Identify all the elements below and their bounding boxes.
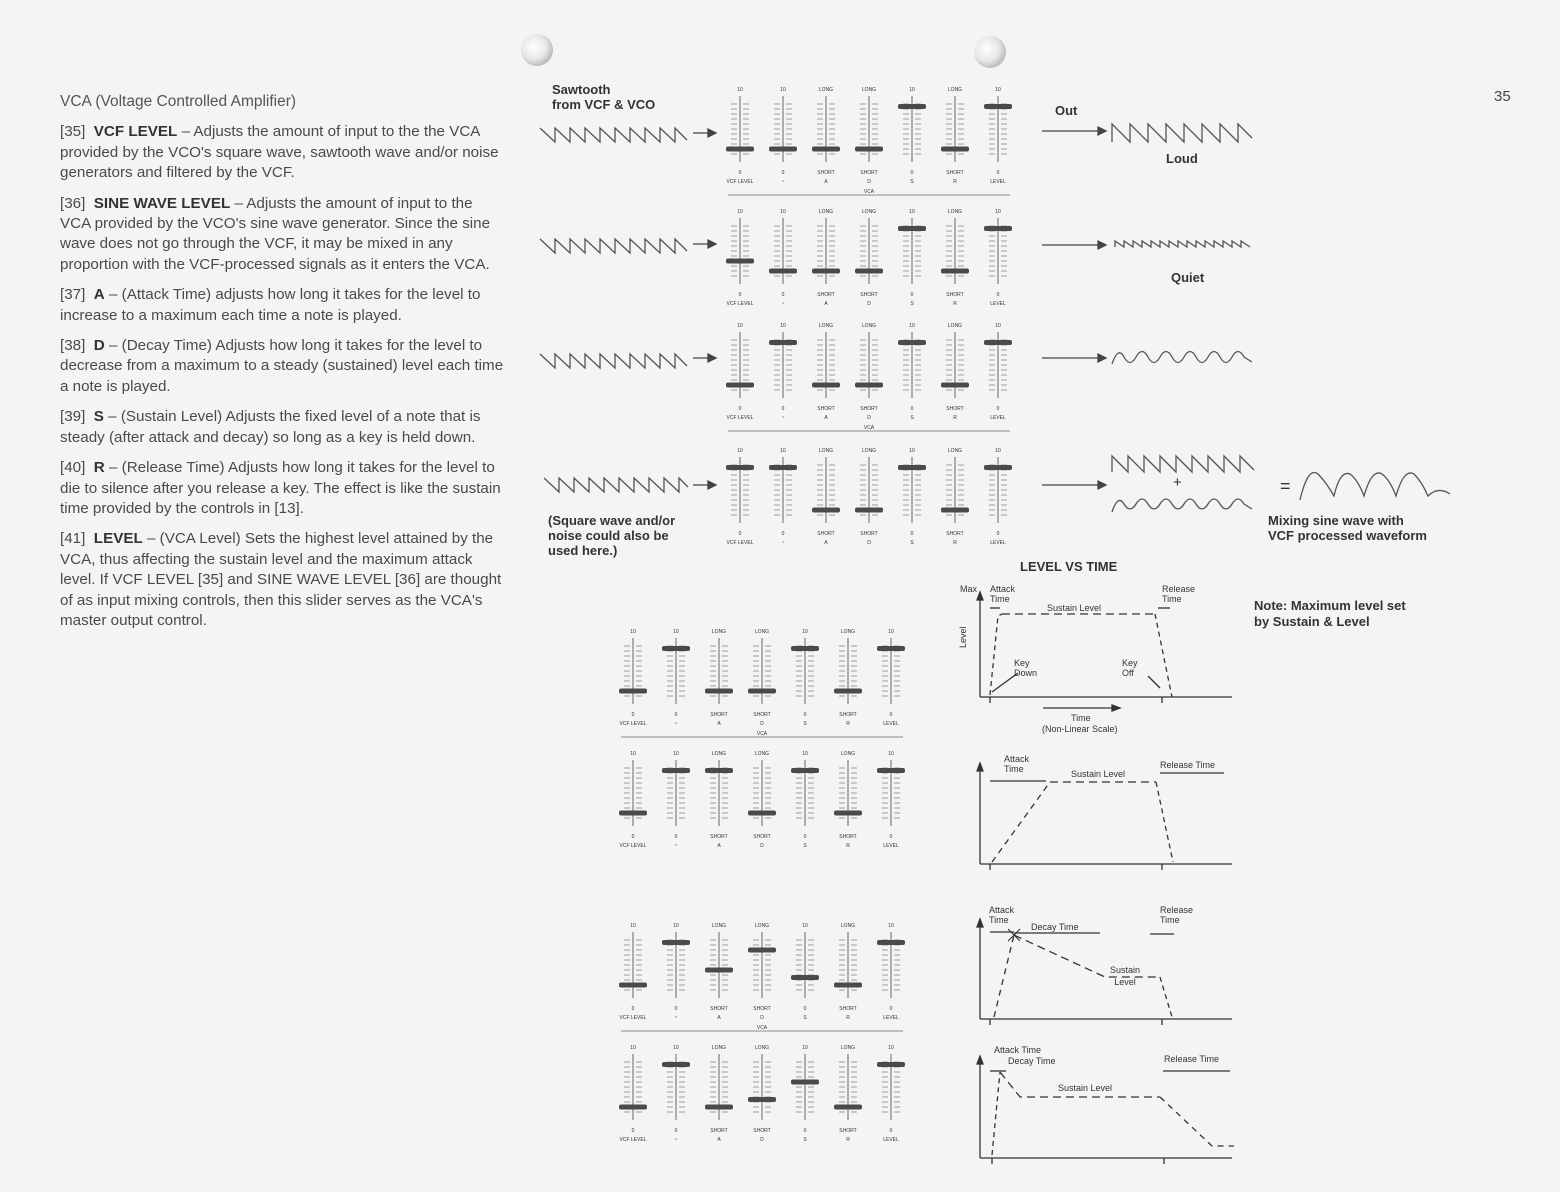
slider-name-label: LEVEL [883,721,899,727]
slider-bottom-label: SHORT [753,712,771,718]
slider-bottom-label: SHORT [839,1006,857,1012]
slider-top-label: LONG [754,1045,770,1051]
equals-sign: = [1280,476,1291,496]
slider-name-label: LEVEL [990,301,1006,307]
slider-bottom-label: SHORT [817,170,835,176]
envelope-title: LEVEL VS TIME [1020,559,1118,574]
slider-name-label: R [846,721,850,727]
slider-top-label: LONG [947,87,963,93]
slider-bottom-label: SHORT [860,170,878,176]
slider-top-label: LONG [947,448,963,454]
slider-bottom-label: 0 [674,1006,678,1012]
slider-bottom-label: 0 [910,292,914,298]
slider-bottom-label: 0 [910,170,914,176]
slider-name-label: LEVEL [990,540,1006,546]
slider-top-label: 10 [780,323,786,329]
graph2-sustain-level: Sustain Level [1071,769,1126,779]
slider-name-label: D [867,301,871,307]
slider-name-label: A [824,415,828,421]
envelope-graph-4 [977,1056,1234,1164]
slider-top-label: 10 [802,751,808,757]
graph1-release: Release Time [1162,584,1196,604]
slider-top-label: LONG [754,629,770,635]
slider-bottom-label: SHORT [946,170,964,176]
graph1-sustain-level: Sustain Level [1047,603,1102,613]
section-heading: VCA (Voltage Controlled Amplifier) [60,93,297,110]
slider-bottom-label: 0 [738,292,742,298]
slider-name-label: ~ [674,1015,678,1021]
slider-bottom-label: 0 [781,531,785,537]
slider-bottom-label: SHORT [946,406,964,412]
slider-name-label: VCF LEVEL [726,415,754,421]
slider-bottom-label: 0 [674,712,678,718]
slider-top-label: 10 [995,209,1001,215]
slider-bottom-label: 0 [631,1006,635,1012]
slider-top-label: LONG [840,923,856,929]
slider-bottom-label: 0 [738,170,742,176]
slider-bottom-label: SHORT [817,292,835,298]
slider-name-label: LEVEL [883,1137,899,1143]
graph1-nonlinear: (Non-Linear Scale) [1042,724,1118,734]
slider-bottom-label: SHORT [710,1128,728,1134]
graph3-release: Release Time [1160,905,1194,925]
slider-bottom-label: 0 [889,1128,893,1134]
slider-top-label: 10 [630,1045,636,1051]
slider-name-label: S [803,1015,807,1021]
slider-top-label: 10 [802,629,808,635]
vca-group-label: VCA [756,1025,768,1031]
slider-top-label: LONG [947,209,963,215]
slider-name-label: S [910,540,914,546]
slider-bottom-label: 0 [889,712,893,718]
slider-top-label: 10 [630,751,636,757]
slider-name-label: A [824,179,828,185]
slider-top-label: 10 [737,209,743,215]
slider-name-label: R [846,1137,850,1143]
slider-name-label: S [803,721,807,727]
slider-bottom-label: 0 [803,1006,807,1012]
slider-bottom-label: 0 [803,834,807,840]
sawtooth-label: Sawtooth from VCF & VCO [552,82,656,112]
paragraph-41: [41] LEVEL – (VCA Level) Sets the highest level attained by the VCA, thus affecting the sustain level and the maximum attack level. If VCF LEVEL [35] and SINE WAVE LEVEL [36] are thought of as input mixing controls, then this slider serves as the VCA's master output control. [60,530,502,629]
slider-bottom-label: SHORT [753,834,771,840]
slider-name-label: A [717,721,721,727]
slider-top-label: 10 [995,323,1001,329]
slider-bottom-label: SHORT [753,1006,771,1012]
slider-bottom-label: SHORT [839,834,857,840]
slider-bottom-label: 0 [674,834,678,840]
slider-top-label: 10 [630,923,636,929]
plus-sign: + [1173,474,1182,491]
max-level-note: Note: Maximum level set by Sustain & Level [1254,598,1406,629]
slider-name-label: R [953,540,957,546]
quiet-label: Quiet [1171,270,1205,285]
slider-name-label: ~ [781,540,785,546]
slider-top-label: 10 [802,923,808,929]
slider-top-label: 10 [909,87,915,93]
slider-name-label: VCF LEVEL [726,301,754,307]
slider-bottom-label: SHORT [860,406,878,412]
paragraph-39: [39] S – (Sustain Level) Adjusts the fixed level of a note that is steady (after attack and decay) so long as a key is held down. [60,408,481,446]
vca-group-label: VCA [863,425,875,431]
slider-top-label: 10 [673,1045,679,1051]
envelope-graph-3 [977,919,1232,1025]
graph3-attack: Attack Time [989,905,1015,925]
slider-top-label: 10 [673,751,679,757]
slider-top-label: 10 [780,209,786,215]
slider-name-label: VCF LEVEL [619,843,647,849]
vca-group-label: VCA [756,731,768,737]
slider-name-label: ~ [781,301,785,307]
slider-bottom-label: 0 [803,1128,807,1134]
envelope-graph-2 [977,763,1232,870]
slider-name-label: S [910,415,914,421]
slider-name-label: S [910,179,914,185]
slider-top-label: LONG [818,87,834,93]
slider-bottom-label: 0 [631,712,635,718]
mixing-note: Mixing sine wave with VCF processed waveform [1268,513,1427,543]
slider-name-label: A [717,1015,721,1021]
slider-top-label: 10 [737,323,743,329]
slider-bottom-label: SHORT [839,712,857,718]
slider-top-label: 10 [802,1045,808,1051]
slider-top-label: 10 [909,323,915,329]
paragraph-40: [40] R – (Release Time) Adjusts how long it takes for the level to die to silence after you release a key. The effect is like the sustain time provided by the controls in [13]. [60,459,501,517]
slider-bottom-label: 0 [631,834,635,840]
slider-name-label: A [717,1137,721,1143]
slider-name-label: D [867,540,871,546]
slider-top-label: LONG [861,448,877,454]
slider-top-label: LONG [818,448,834,454]
slider-name-label: A [824,301,828,307]
graph4-attack-time: Attack Time [994,1045,1042,1055]
slider-top-label: 10 [909,209,915,215]
slider-bottom-label: 0 [803,712,807,718]
slider-bottom-label: SHORT [710,834,728,840]
slider-top-label: LONG [711,751,727,757]
paragraph-37: [37] A – (Attack Time) adjusts how long it takes for the level to increase to a maximum each time a note is played. [60,286,481,324]
slider-top-label: LONG [711,629,727,635]
slider-bottom-label: 0 [910,531,914,537]
graph2-release-time: Release Time [1160,760,1216,770]
slider-name-label: D [760,843,764,849]
slider-name-label: ~ [674,843,678,849]
slider-top-label: 10 [909,448,915,454]
slider-bottom-label: 0 [996,406,1000,412]
slider-name-label: R [846,1015,850,1021]
slider-top-label: 10 [673,629,679,635]
paragraph-38: [38] D – (Decay Time) Adjusts how long it takes for the level to decrease from a maximum to a steady (sustained) level each time a note is played. [60,337,504,395]
slider-name-label: LEVEL [990,415,1006,421]
slider-bottom-label: SHORT [710,712,728,718]
out-label: Out [1055,103,1078,118]
slider-name-label: A [717,843,721,849]
slider-name-label: S [803,1137,807,1143]
slider-name-label: ~ [781,179,785,185]
slider-bottom-label: 0 [996,292,1000,298]
slider-top-label: LONG [840,1045,856,1051]
slider-name-label: VCF LEVEL [619,721,647,727]
graph3-decay-time: Decay Time [1031,922,1079,932]
slider-bottom-label: 0 [889,834,893,840]
slider-name-label: D [867,179,871,185]
slider-top-label: LONG [861,209,877,215]
page-number: 35 [1494,88,1511,105]
slider-top-label: 10 [673,923,679,929]
graph4-sustain-level: Sustain Level [1058,1083,1113,1093]
slider-bottom-label: SHORT [753,1128,771,1134]
slider-top-label: LONG [711,1045,727,1051]
graph1-time-axis: Time [1071,713,1091,723]
slider-name-label: S [910,301,914,307]
slider-top-label: LONG [818,209,834,215]
graph2-attack: Attack Time [1004,754,1030,774]
slider-bottom-label: SHORT [817,531,835,537]
slider-bottom-label: SHORT [817,406,835,412]
slider-bottom-label: 0 [910,406,914,412]
slider-name-label: LEVEL [883,1015,899,1021]
graph1-attack: Attack Time [990,584,1016,604]
loud-label: Loud [1166,151,1198,166]
slider-top-label: 10 [630,629,636,635]
vca-group-label: VCA [863,189,875,195]
graph1-key-down: Key Down [1014,658,1038,678]
slider-bottom-label: SHORT [860,292,878,298]
slider-top-label: LONG [861,323,877,329]
slider-top-label: 10 [888,629,894,635]
slider-top-label: LONG [947,323,963,329]
slider-bottom-label: 0 [781,406,785,412]
slider-name-label: VCF LEVEL [619,1015,647,1021]
slider-top-label: 10 [888,1045,894,1051]
slider-top-label: 10 [888,923,894,929]
slider-bottom-label: 0 [781,292,785,298]
slider-top-label: LONG [711,923,727,929]
slider-top-label: 10 [995,448,1001,454]
slider-name-label: VCF LEVEL [619,1137,647,1143]
slider-bottom-label: SHORT [946,292,964,298]
slider-name-label: ~ [674,1137,678,1143]
slider-bottom-label: 0 [738,531,742,537]
slider-top-label: 10 [780,448,786,454]
slider-name-label: ~ [781,415,785,421]
slider-name-label: LEVEL [883,843,899,849]
slider-name-label: LEVEL [990,179,1006,185]
slider-bottom-label: SHORT [860,531,878,537]
slider-top-label: LONG [754,923,770,929]
graph4-decay-time: Decay Time [1008,1056,1056,1066]
slider-bottom-label: 0 [781,170,785,176]
slider-name-label: D [760,1015,764,1021]
slider-name-label: VCF LEVEL [726,540,754,546]
graph1-key-off: Key Off [1122,658,1138,678]
paragraph-36: [36] SINE WAVE LEVEL – Adjusts the amount of input to the VCA provided by the VCO's sine wave generator. Since the sine wave does not go through the VCF, it may be mixed in any proportion with the VCF-processed signals as it enters the VCA. [60,194,491,273]
slider-top-label: 10 [737,448,743,454]
slider-name-label: R [846,843,850,849]
envelope-graph-1 [977,592,1232,711]
slider-bottom-label: SHORT [946,531,964,537]
slider-bottom-label: 0 [996,531,1000,537]
graph1-max: Max [960,584,978,594]
slider-name-label: R [953,415,957,421]
paragraph-35: [35] VCF LEVEL – Adjusts the amount of input to the the VCA provided by the VCO's square wave, sawtooth wave and/or noise generators and filtered by the VCF. [60,123,499,182]
slider-name-label: D [867,415,871,421]
slider-top-label: 10 [737,87,743,93]
slider-bottom-label: 0 [889,1006,893,1012]
graph4-release-time: Release Time [1164,1054,1220,1064]
slider-bottom-label: 0 [631,1128,635,1134]
slider-name-label: R [953,179,957,185]
slider-top-label: 10 [780,87,786,93]
slider-name-label: S [803,843,807,849]
slider-top-label: LONG [840,751,856,757]
slider-bottom-label: 0 [674,1128,678,1134]
slider-bottom-label: 0 [996,170,1000,176]
slider-top-label: LONG [818,323,834,329]
slider-top-label: 10 [995,87,1001,93]
slider-top-label: LONG [840,629,856,635]
slider-name-label: ~ [674,721,678,727]
slider-bottom-label: 0 [738,406,742,412]
slider-name-label: VCF LEVEL [726,179,754,185]
slider-name-label: D [760,721,764,727]
graph1-level-axis: Level [958,626,968,648]
graph3-sustain: Sustain Level [1110,965,1141,987]
slider-top-label: LONG [754,751,770,757]
slider-name-label: R [953,301,957,307]
slider-top-label: LONG [861,87,877,93]
slider-name-label: D [760,1137,764,1143]
slider-bottom-label: SHORT [839,1128,857,1134]
slider-bottom-label: SHORT [710,1006,728,1012]
slider-name-label: A [824,540,828,546]
square-wave-note: (Square wave and/or noise could also be used here.) [548,513,676,558]
slider-top-label: 10 [888,751,894,757]
